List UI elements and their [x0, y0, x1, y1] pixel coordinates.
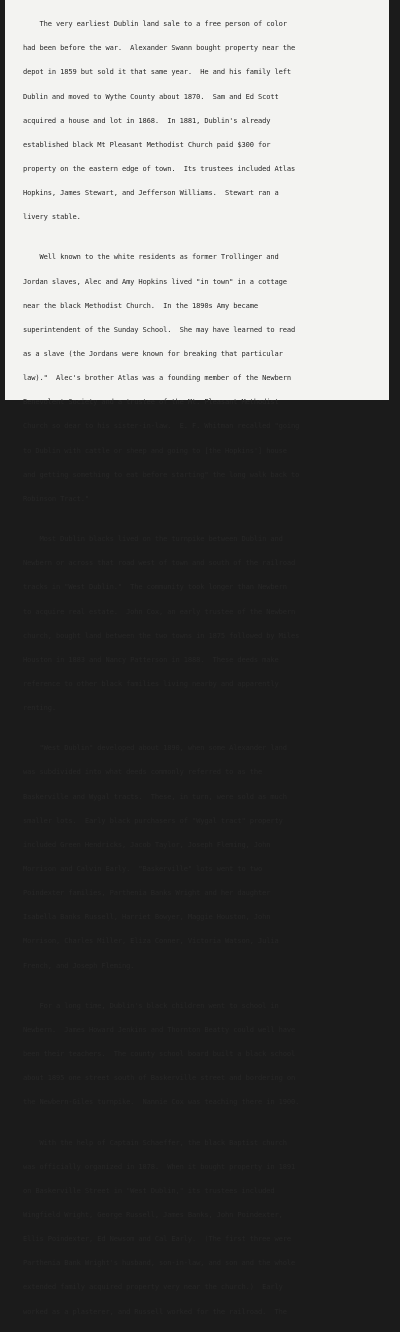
text-line: acquired a house and lot in 1868. In 1881, Dublin's already [23, 115, 271, 125]
text-line: With the help of Captain Schaeffer, the black Baptist church [23, 1137, 287, 1147]
text-line: Church so dear to his sister-in-law. E. F. Whitman recalled "going [23, 421, 300, 431]
text-line: established black Mt Pleasant Methodist Church paid $300 for [23, 139, 271, 149]
text-line: was officially organized in 1878. When it bought property in 1891 [23, 1161, 296, 1171]
text-line: been their teachers. The county school board built a black school [23, 1049, 296, 1059]
text-line: the Newbern-Giles turnpike. Nannie Cox was teaching there in 1900. [23, 1097, 300, 1107]
text-line: had been before the war. Alexander Swann bought property near the [23, 43, 296, 53]
text-line: smaller lots. Early black purchasers of "Wygal tract" property [23, 815, 283, 825]
text-line: Morrison and Calvin Early. "Baskerville" lots went to two [23, 864, 263, 874]
text-line: Hopkins, James Stewart, and Jefferson Williams. Stewart ran a [23, 188, 279, 198]
paragraph-baptist-church [23, 1123, 385, 1332]
text-line: was subdivided into what deeds commonly referred to as the [23, 767, 263, 777]
text-line: depot in 1859 but sold it that same year. He and his family left [23, 67, 291, 77]
text-line: law)." Alec's brother Atlas was a founding member of the Newbern [23, 373, 291, 383]
text-line: Well known to the white residents as former Trollinger and [23, 252, 279, 262]
text-line: reference to other black families living nearby and apparently [23, 678, 279, 688]
text-line: Parthenia Bank Wright's husband, son-in-law, and son and the whole [23, 1258, 296, 1268]
text-line: on Baskerville Street in "West Dublin," its trustees included [23, 1185, 275, 1195]
text-line: Wingfield Wright, George Russell, James Banks, John Poindexter, [23, 1210, 283, 1220]
text-line: Jordan slaves, Alec and Amy Hopkins lived "in town" in a cottage [23, 276, 287, 286]
text-line: to Dublin with cattle or sheep and going to [the Hopkins'] house [23, 445, 287, 455]
text-line: worked as a plasterer, and Russell worked for the railroad. The [23, 1306, 287, 1316]
text-line: "West Dublin" developed about 1890, when some Alexander land [23, 743, 287, 753]
text-line: near the black Methodist Church. In the 1890s Amy became [23, 300, 258, 310]
text-line: church, bought land between the two towns in 1875 followed by Miles [23, 630, 300, 640]
text-line: included Green Hendricks, Jacob Taylor, Joseph Fleming, John [23, 839, 271, 849]
text-line: as a slave (the Jordans were known for breaking that particular [23, 349, 283, 359]
text-line: and getting something to eat before starting" the long walk back to [23, 469, 300, 479]
document-page [5, 0, 389, 1316]
text-line: superintendent of the Sunday School. She may have learned to read [23, 324, 296, 334]
paragraph-school [23, 986, 385, 1123]
text-line: Robinson Tract." [23, 493, 89, 503]
text-line: Houston in 1883 and Nancy Patterson in 1888. These deeds make [23, 654, 279, 664]
text-line: property on the eastern edge of town. Its trustees included Atlas [23, 163, 296, 173]
text-line: Isabella Banks Russell, Harriet Bowyer, Maggie Houston, John [23, 912, 271, 922]
text-line: Newbern. James Howard Jenkins and Thornton Beatty could well have [23, 1024, 296, 1034]
text-line: Ellis Poindexter, Ed Newsom and Cal Early. (The first three were [23, 1234, 291, 1244]
text-line: about 1895 one street south of Baskerville street and bordering on [23, 1073, 296, 1083]
text-line: renting. [23, 703, 56, 713]
text-line: livery stable. [23, 212, 81, 222]
text-line: For a long time, Dublin's black children went to school in [23, 1000, 279, 1010]
text-line: to acquire real estate. John Cox, an early trustee of the Newbern [23, 606, 296, 616]
text-line: Morrison, Charles Miller, Eliza Conner, Victoria Watson, Julia [23, 936, 279, 946]
paragraph-turnpike [23, 519, 385, 728]
text-line: extended family acquired property very near the church.) Early [23, 1282, 283, 1292]
text-line: Most Dublin blacks lived on the turnpike between Dublin and [23, 534, 283, 544]
text-line: Baskerville and Wygal tracts. These, in turn, were sold as much [23, 791, 287, 801]
text-line: tracks in "West Dublin." The community took longer than Newbern [23, 582, 287, 592]
text-line: Dublin and moved to Wythe County about 1870. Sam and Ed Scott [23, 91, 279, 101]
text-line: Newbern or across that road west of town and south of the railroad [23, 558, 296, 568]
text-line: French, and Joseph Fleming. [23, 960, 135, 970]
paragraph-land-sales [23, 4, 385, 237]
paragraph-west-dublin [23, 728, 385, 986]
paragraph-hopkins [23, 237, 385, 519]
text-line: Poindexter families, Parthenia Banks Wright and her daughter [23, 888, 271, 898]
text-line: The very earliest Dublin land sale to a free person of color [23, 19, 287, 29]
text-line: Benevolent Society and a trustee of the Mt. Pleasant Methodist [23, 397, 279, 407]
